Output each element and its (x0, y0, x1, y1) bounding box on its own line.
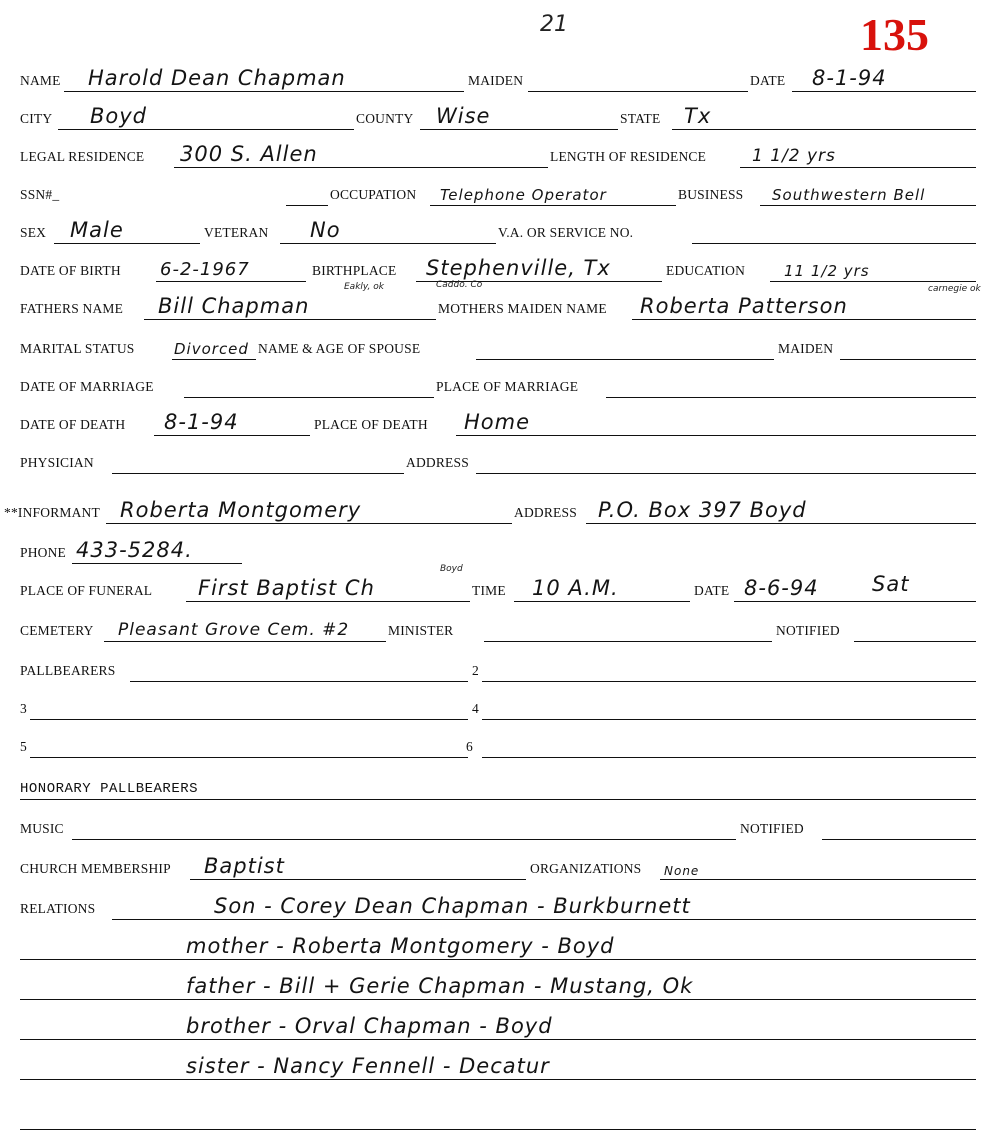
funeral-day-value[interactable]: Sat (872, 572, 910, 596)
veteran-value[interactable]: No (310, 218, 341, 242)
relations-label: RELATIONS (20, 901, 96, 916)
row-relations-3 (0, 970, 991, 1000)
page-number: 135 (860, 9, 929, 60)
row-name (0, 62, 991, 92)
marital-status-value[interactable]: Divorced (174, 340, 249, 358)
place-of-funeral-value[interactable]: First Baptist Ch (198, 576, 375, 600)
relation-item[interactable]: brother - Orval Chapman - Boyd (186, 1014, 553, 1038)
time-label: TIME (472, 583, 506, 598)
organizations-label: ORGANIZATIONS (530, 861, 642, 876)
physician-address-label: ADDRESS (406, 455, 469, 470)
row-music (0, 810, 991, 840)
row-marital-status (0, 330, 991, 360)
row-pallbearers-5-6 (0, 728, 991, 758)
education-label: EDUCATION (666, 263, 746, 278)
marital-status-label: MARITAL STATUS (20, 341, 135, 356)
date-of-marriage-label: DATE OF MARRIAGE (20, 379, 154, 394)
birthplace-value[interactable]: Stephenville, Tx (426, 256, 611, 280)
row-relations-4 (0, 1010, 991, 1040)
organizations-value[interactable]: None (664, 864, 700, 878)
length-of-residence-label: LENGTH OF RESIDENCE (550, 149, 707, 164)
occupation-label: OCCUPATION (330, 187, 417, 202)
row-ssn (0, 176, 991, 206)
date-value[interactable]: 8-1-94 (812, 66, 887, 90)
row-relations-5 (0, 1050, 991, 1080)
sex-value[interactable]: Male (70, 218, 124, 242)
date-of-birth-label: DATE OF BIRTH (20, 263, 121, 278)
business-value[interactable]: Southwestern Bell (772, 186, 926, 204)
music-label: MUSIC (20, 821, 64, 836)
sex-label: SEX (20, 225, 47, 240)
ssn-label: SSN#_ (20, 187, 60, 202)
date-label: DATE (750, 73, 786, 88)
place-of-death-value[interactable]: Home (464, 410, 531, 434)
county-value[interactable]: Wise (436, 104, 491, 128)
place-of-death-label: PLACE OF DEATH (314, 417, 428, 432)
relation-item[interactable]: sister - Nancy Fennell - Decatur (186, 1054, 550, 1078)
informant-value[interactable]: Roberta Montgomery (120, 498, 362, 522)
legal-residence-label: LEGAL RESIDENCE (20, 149, 145, 164)
birthplace-label: BIRTHPLACE (312, 263, 397, 278)
pallbearer-3-label: 3 (20, 701, 27, 716)
row-fathers-name (0, 290, 991, 320)
phone-value[interactable]: 433-5284. (76, 538, 193, 562)
cemetery-value[interactable]: Pleasant Grove Cem. #2 (118, 620, 350, 640)
funeral-note: Boyd (440, 564, 463, 574)
name-age-spouse-label: NAME & AGE OF SPOUSE (258, 341, 421, 356)
date-of-death-value[interactable]: 8-1-94 (164, 410, 239, 434)
top-handwritten-note: 21 (540, 12, 568, 37)
row-honorary-pallbearers (0, 770, 991, 800)
cemetery-label: CEMETERY (20, 623, 94, 638)
length-of-residence-value[interactable]: 1 1/2 yrs (752, 146, 836, 166)
mothers-maiden-name-label: MOTHERS MAIDEN NAME (438, 301, 607, 316)
relation-item[interactable]: father - Bill + Gerie Chapman - Mustang, Ok (186, 974, 694, 998)
name-label: NAME (20, 73, 61, 88)
row-city (0, 100, 991, 130)
mothers-maiden-name-value[interactable]: Roberta Patterson (640, 294, 848, 318)
row-place-of-funeral (0, 572, 991, 602)
veteran-label: VETERAN (204, 225, 269, 240)
time-value[interactable]: 10 A.M. (532, 576, 619, 600)
fathers-name-label: FATHERS NAME (20, 301, 124, 316)
spouse-maiden-label: MAIDEN (778, 341, 834, 356)
pallbearer-2-label: 2 (472, 663, 479, 678)
pallbearer-4-label: 4 (472, 701, 479, 716)
date-of-death-label: DATE OF DEATH (20, 417, 126, 432)
mother-note: carnegie ok (928, 284, 981, 294)
row-cemetery (0, 612, 991, 642)
row-relations-2 (0, 930, 991, 960)
physician-label: PHYSICIAN (20, 455, 94, 470)
informant-address-value[interactable]: P.O. Box 397 Boyd (598, 498, 807, 522)
funeral-date-value[interactable]: 8-6-94 (744, 576, 819, 600)
pallbearer-5-label: 5 (20, 739, 27, 754)
pallbearers-label: PALLBEARERS (20, 663, 116, 678)
notified-label: NOTIFIED (776, 623, 840, 638)
relation-item[interactable]: mother - Roberta Montgomery - Boyd (186, 934, 615, 958)
legal-residence-value[interactable]: 300 S. Allen (180, 142, 318, 166)
city-label: CITY (20, 111, 53, 126)
phone-label: PHONE (20, 545, 67, 560)
place-of-funeral-label: PLACE OF FUNERAL (20, 583, 153, 598)
date-of-birth-value[interactable]: 6-2-1967 (160, 259, 250, 280)
city-value[interactable]: Boyd (90, 104, 148, 128)
state-value[interactable]: Tx (684, 104, 712, 128)
row-relations-6 (0, 1100, 991, 1130)
row-phone (0, 534, 991, 564)
informant-address-label: ADDRESS (514, 505, 577, 520)
honorary-pallbearers-label: HONORARY PALLBEARERS (20, 781, 199, 797)
row-relations (0, 890, 991, 920)
maiden-label: MAIDEN (468, 73, 524, 88)
informant-label: **INFORMANT (4, 505, 100, 520)
fathers-name-value[interactable]: Bill Chapman (158, 294, 310, 318)
father-note: Eakly, ok (344, 282, 384, 292)
occupation-value[interactable]: Telephone Operator (440, 186, 607, 204)
row-pallbearers-3-4 (0, 690, 991, 720)
row-date-of-marriage (0, 368, 991, 398)
row-church-membership (0, 850, 991, 880)
relation-item[interactable]: Son - Corey Dean Chapman - Burkburnett (214, 894, 691, 918)
state-label: STATE (620, 111, 661, 126)
name-value[interactable]: Harold Dean Chapman (88, 66, 346, 90)
county-label: COUNTY (356, 111, 414, 126)
church-membership-label: CHURCH MEMBERSHIP (20, 861, 171, 876)
birthplace-note: Caddo. Co (436, 280, 483, 290)
music-notified-label: NOTIFIED (740, 821, 804, 836)
row-informant (0, 494, 991, 524)
row-sex (0, 214, 991, 244)
va-service-no-label: V.A. OR SERVICE NO. (498, 225, 634, 240)
row-pallbearers (0, 652, 991, 682)
row-physician (0, 444, 991, 474)
pallbearer-6-label: 6 (466, 739, 473, 754)
business-label: BUSINESS (678, 187, 744, 202)
place-of-marriage-label: PLACE OF MARRIAGE (436, 379, 579, 394)
row-date-of-death (0, 406, 991, 436)
row-date-of-birth (0, 252, 991, 282)
minister-label: MINISTER (388, 623, 454, 638)
row-legal-residence (0, 138, 991, 168)
church-membership-value[interactable]: Baptist (204, 854, 285, 878)
funeral-date-label: DATE (694, 583, 730, 598)
education-value[interactable]: 11 1/2 yrs (784, 262, 870, 280)
